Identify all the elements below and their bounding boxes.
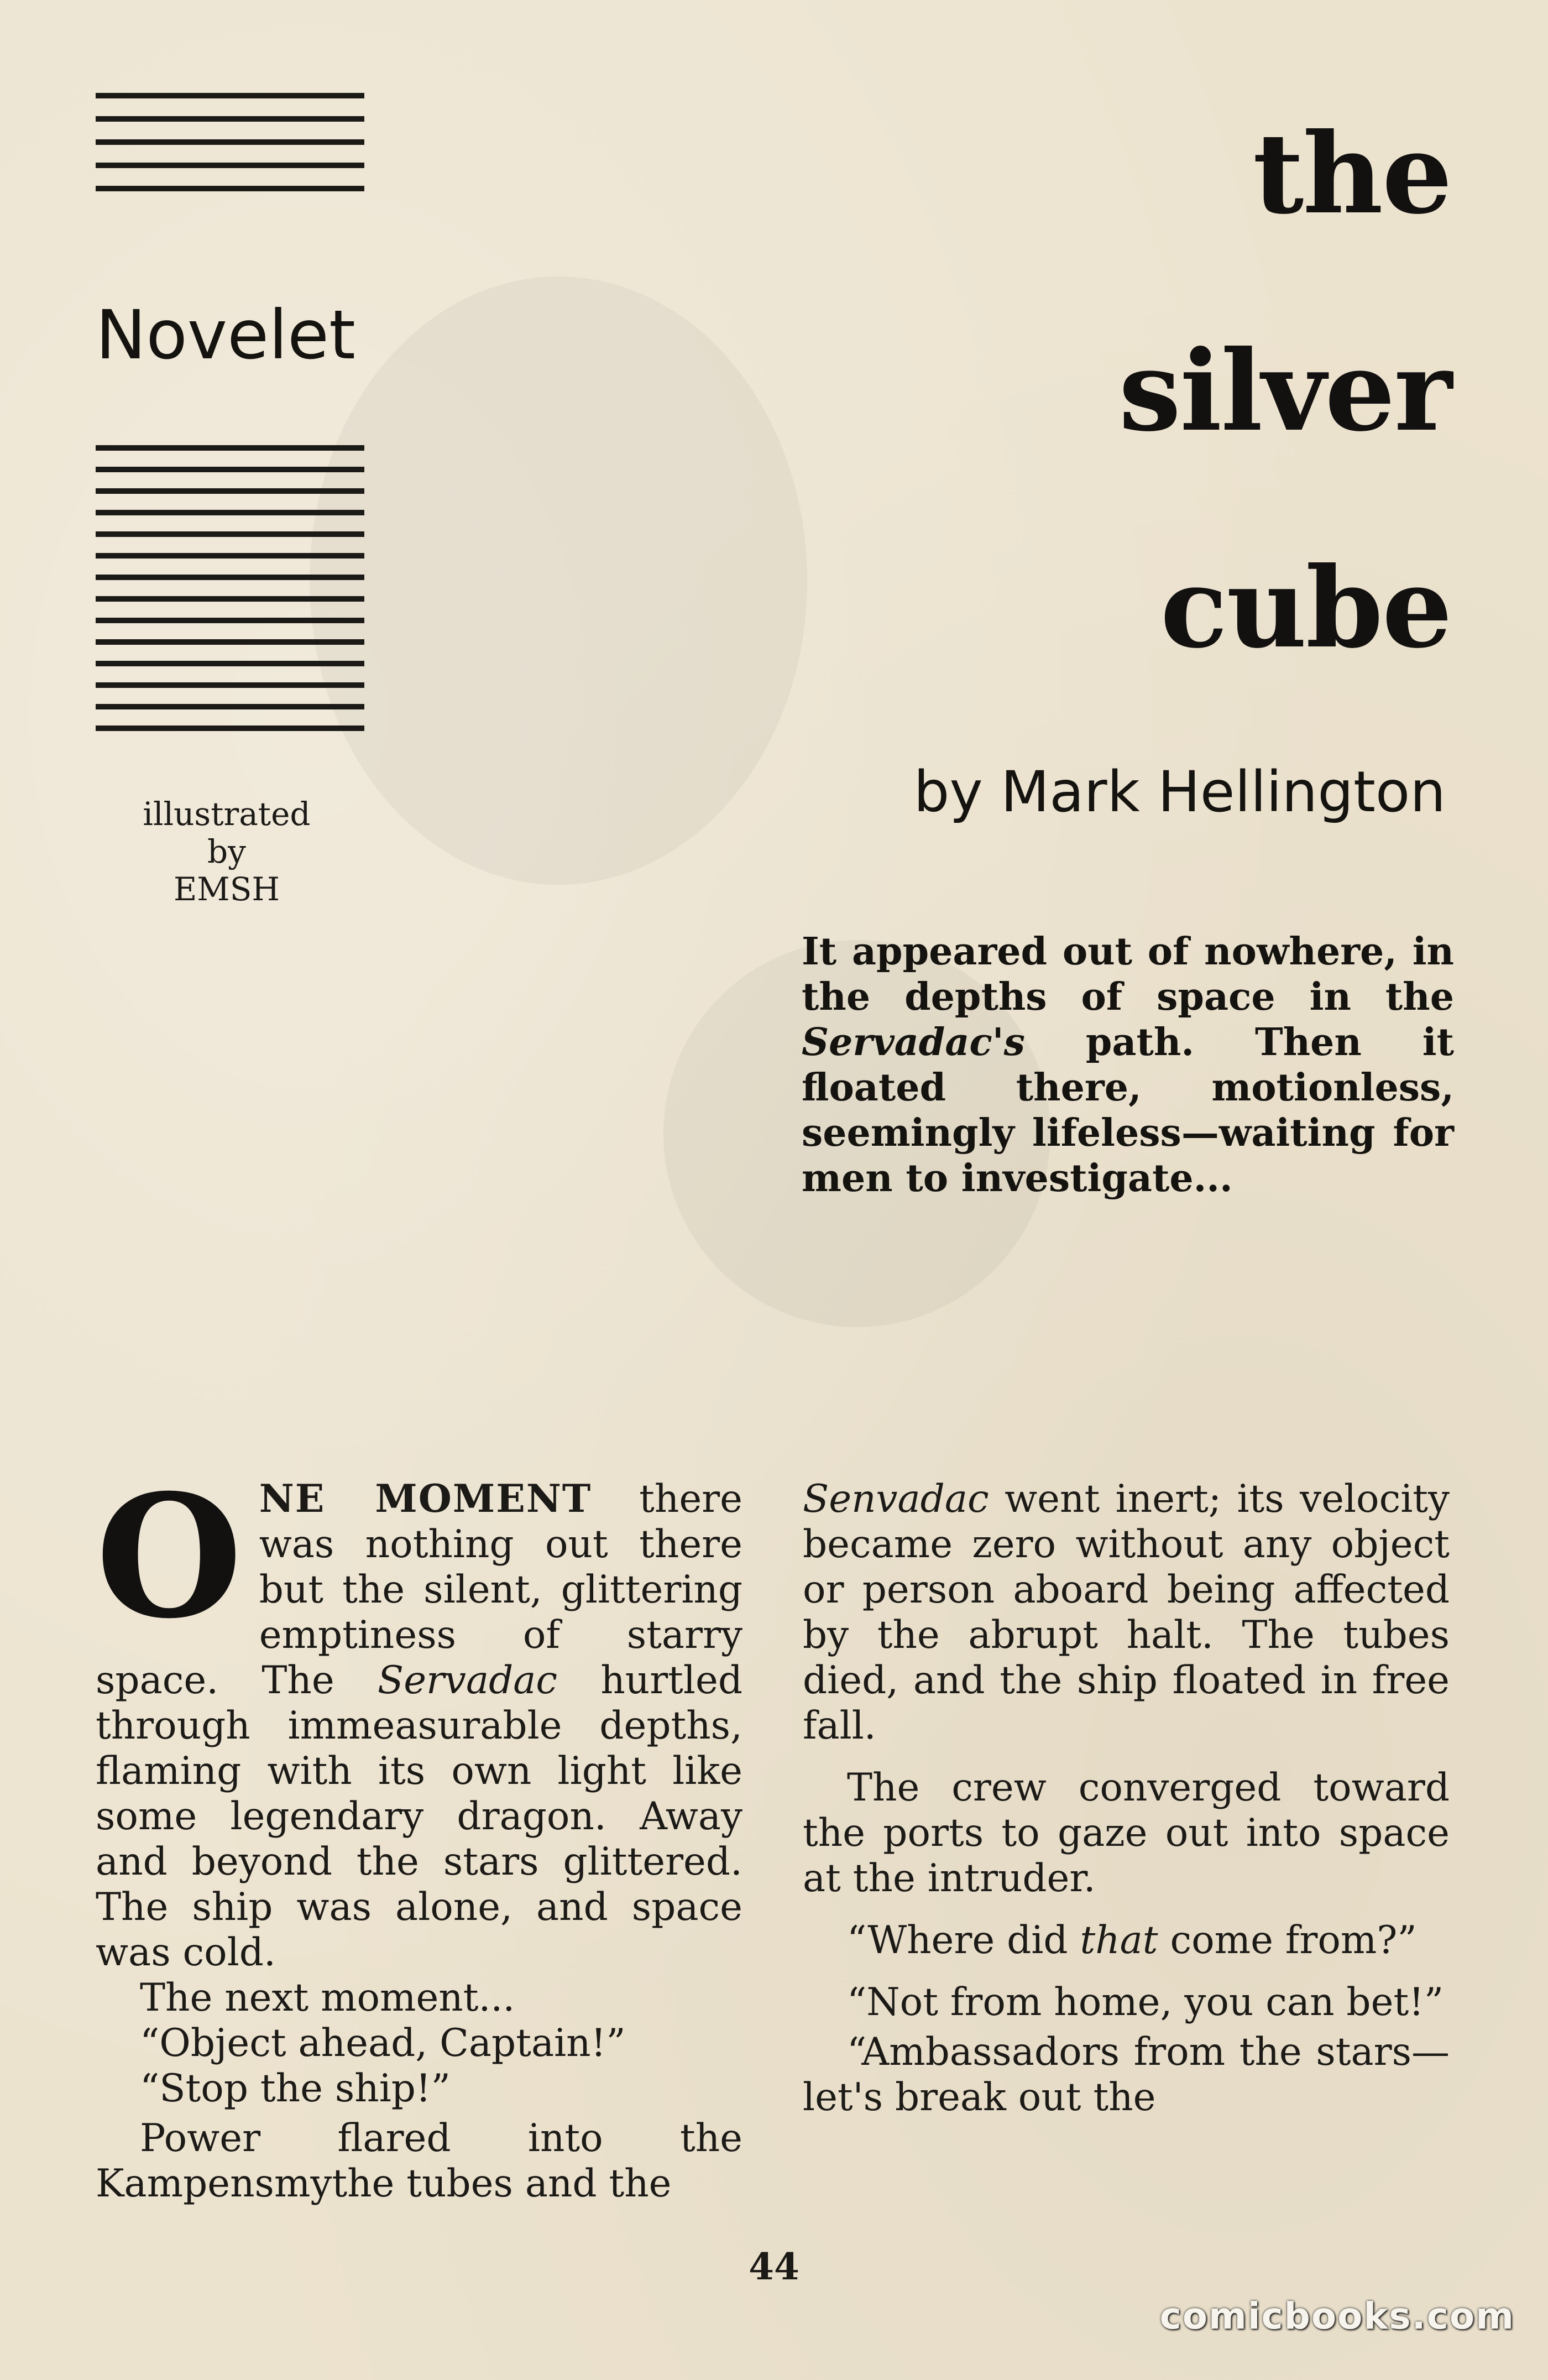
title-word: silver — [1118, 326, 1451, 456]
paper-smudge — [310, 276, 807, 885]
blurb-text: path. Then it floated there, motionless, seemingly lifeless—waiting for men to investigate... — [802, 1020, 1454, 1201]
story-text: went inert; its velocity became zero without any object or person aboard being affected by the abrupt halt. The tubes died, and the ship floated in free fall. — [803, 1477, 1450, 1748]
blurb-text: It appeared out of nowhere, in the depths of space in the — [802, 930, 1454, 1019]
story-paragraph: The crew converged toward the ports to gaze out into space at the intruder. — [803, 1766, 1450, 1901]
story-text: “Where did — [847, 1918, 1080, 1963]
blurb-ship-name: Servadac's — [802, 1020, 1025, 1064]
story-paragraph: The next moment... — [140, 1976, 515, 2020]
emphasis: that — [1080, 1918, 1158, 1963]
credit-line: EMSH — [173, 870, 280, 908]
page-number: 44 — [749, 2245, 799, 2288]
decorative-rules-bottom — [96, 445, 364, 747]
story-paragraph — [803, 1476, 1450, 1749]
drop-cap: O — [96, 1458, 243, 1656]
opening-words: NE MOMENT — [259, 1476, 592, 1521]
credit-line: by — [207, 833, 246, 870]
story-paragraph: “Ambassadors from the stars—let's break out the — [803, 2030, 1450, 2120]
illustrator-credit — [127, 795, 326, 908]
story-text: come from?” — [1158, 1918, 1417, 1963]
story-paragraph: “Not from home, you can bet!” — [847, 1980, 1444, 2024]
ship-name: Servadac — [377, 1658, 558, 1703]
title-word: cube — [1160, 543, 1451, 673]
story-column-left — [96, 1458, 742, 2206]
story-paragraph: Power flared into the Kampensmythe tubes and the — [96, 2116, 742, 2206]
credit-line: illustrated — [143, 795, 311, 833]
story-column-right — [803, 1476, 1450, 2120]
story-paragraph: “Object ahead, Captain!” — [140, 2021, 626, 2065]
story-paragraph — [96, 1458, 742, 1975]
decorative-rules-top — [96, 93, 364, 209]
section-label: Novelet — [96, 296, 355, 374]
story-text: there was nothing out there but the silent, glittering emptiness of starry space. The — [96, 1477, 742, 1703]
title-word: the — [1252, 109, 1451, 239]
site-watermark: comicbooks.com — [1159, 2295, 1515, 2337]
author-byline: by Mark Hellington — [913, 759, 1446, 825]
story-paragraph — [803, 1918, 1450, 1963]
story-text: hurtled through immeasurable depths, flaming with its own light like some legendary dragon. Away and beyond the stars glittered. The ship was alone, and space was cold. — [96, 1658, 742, 1975]
story-blurb — [802, 929, 1454, 1201]
ship-name: Senvadac — [803, 1477, 989, 1521]
story-paragraph: “Stop the ship!” — [140, 2066, 451, 2111]
